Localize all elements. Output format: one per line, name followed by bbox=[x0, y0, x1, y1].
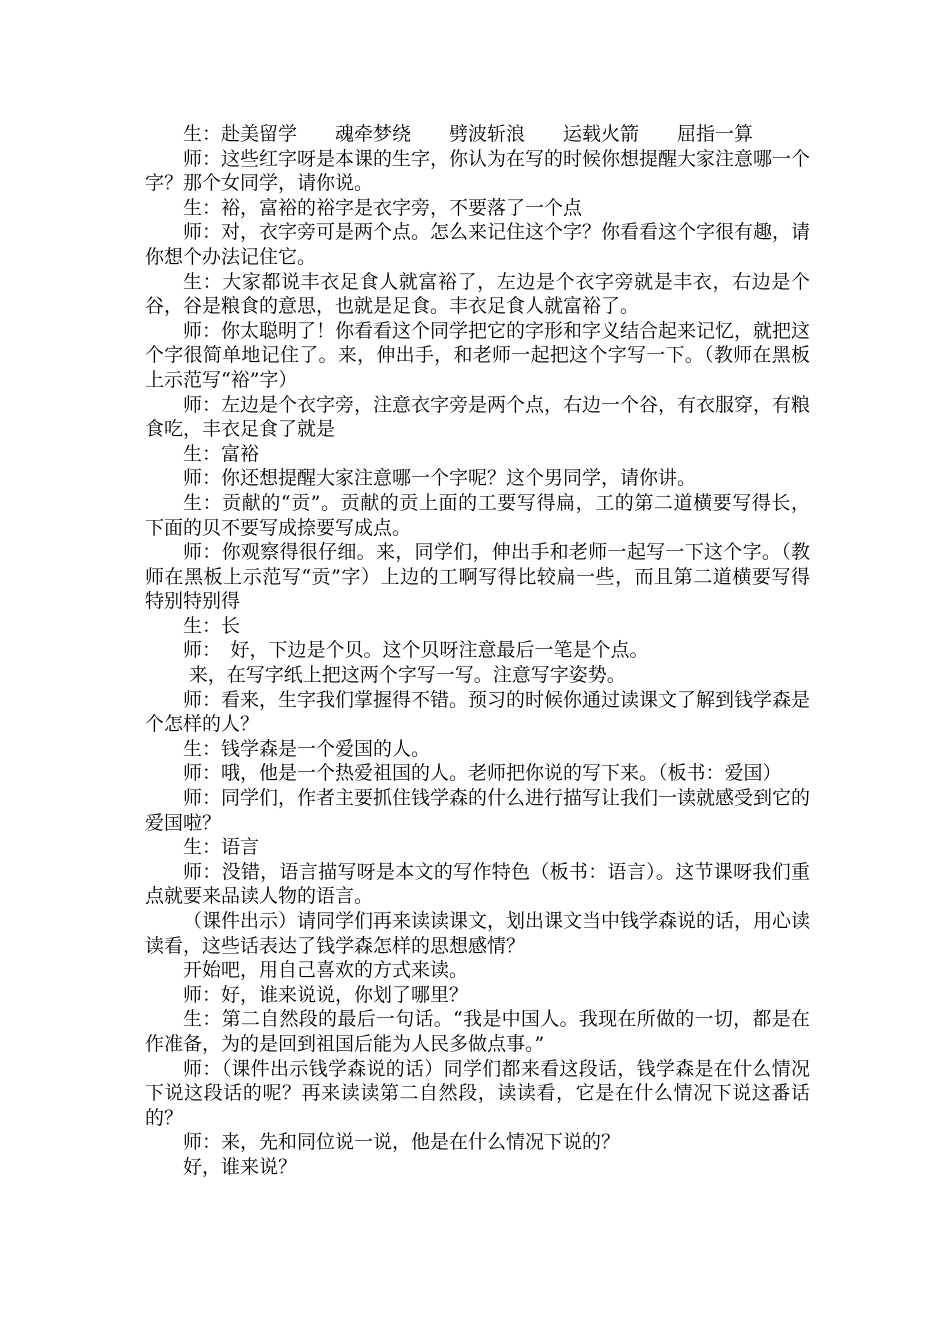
paragraph: 师：来，先和同位说一说，他是在什么情况下说的？ bbox=[183, 1131, 621, 1154]
paragraph: 开始吧，用自己喜欢的方式来读。 bbox=[183, 959, 469, 982]
paragraph: 师：哦，他是一个热爱祖国的人。老师把你说的写下来。（板书：爱国） bbox=[183, 762, 782, 785]
paragraph: 师：好，谁来说说，你划了哪里？ bbox=[183, 983, 469, 1006]
paragraph: 师：你太聪明了！你看看这个同学把它的字形和字义结合起来记忆，就把这个字很简单地记住了。来，伸出手，和老师一起把这个字写一下。（教师在黑板上示范写“裕”字） bbox=[145, 319, 811, 391]
paragraph: 生：贡献的“贡”。贡献的贡上面的工要写得扁，工的第二道横要写得长，下面的贝不要写成捺要写成点。 bbox=[145, 491, 810, 539]
paragraph: 师：你观察得很仔细。来，同学们，伸出手和老师一起写一下这个字。（教师在黑板上示范写“贡”字）上边的工啊写得比较扁一些，而且第二道横要写得特别特别得 bbox=[145, 541, 810, 613]
paragraph: 来，在写字纸上把这两个字写一写。注意写字姿势。 bbox=[188, 664, 626, 687]
paragraph: 师：这些红字呀是本课的生字，你认为在写的时候你想提醒大家注意哪一个字？那个女同学，请你说。 bbox=[145, 147, 811, 195]
paragraph: 生：第二自然段的最后一句话。“我是中国人。我现在所做的一切，都是在作准备，为的是回到祖国后能为人民多做点事。” bbox=[145, 1008, 810, 1055]
paragraph: 生：大家都说丰衣足食人就富裕了，左边是个衣字旁就是丰衣，右边是个谷，谷是粮食的意思，也就是足食。丰衣足食人就富裕了。 bbox=[145, 270, 810, 318]
paragraph: 师：没错，语言描写呀是本文的写作特色（板书：语言）。这节课呀我们重点就要来品读人物的语言。 bbox=[145, 860, 810, 908]
paragraph: 生：富裕 bbox=[183, 442, 260, 465]
paragraph: 生：钱学森是一个爱国的人。 bbox=[183, 737, 431, 760]
paragraph: 师：（课件出示钱学森说的话）同学们都来看这段话，钱学森是在什么情况下说这段话的呢？再来读读第二自然段，读读看，它是在什么情况下说这番话的？ bbox=[145, 1057, 810, 1129]
paragraph: 师：你还想提醒大家注意哪一个字呢？这个男同学，请你讲。 bbox=[183, 467, 697, 490]
paragraph: 生：语言 bbox=[183, 836, 260, 859]
document-page bbox=[145, 122, 810, 1180]
paragraph: （课件出示）请同学们再来读读课文，划出课文当中钱学森说的话，用心读读看，这些话表达了钱学森怎样的思想感情？ bbox=[145, 910, 811, 957]
paragraph: 生：长 bbox=[183, 614, 241, 637]
paragraph: 师： 好，下边是个贝。这个贝呀注意最后一笔是个点。 bbox=[183, 639, 649, 662]
paragraph: 师：左边是个衣字旁，注意衣字旁是两个点，右边一个谷，有衣服穿，有粮食吃，丰衣足食了就是 bbox=[145, 393, 811, 441]
paragraph: 生：赴美留学 魂牵梦绕 劈波斩浪 运载火箭 屈指一算 bbox=[183, 123, 754, 145]
paragraph: 生：裕，富裕的裕字是衣字旁，不要落了一个点 bbox=[183, 196, 583, 219]
paragraph: 师：看来，生字我们掌握得不错。预习的时候你通过读课文了解到钱学森是个怎样的人？ bbox=[145, 688, 811, 736]
paragraph: 好，谁来说？ bbox=[183, 1155, 298, 1178]
paragraph: 师：对，衣字旁可是两个点。怎么来记住这个字？你看看这个字很有趣，请你想个办法记住它。 bbox=[145, 221, 811, 268]
paragraph: 师：同学们，作者主要抓住钱学森的什么进行描写让我们一读就感受到它的爱国啦？ bbox=[145, 787, 811, 834]
